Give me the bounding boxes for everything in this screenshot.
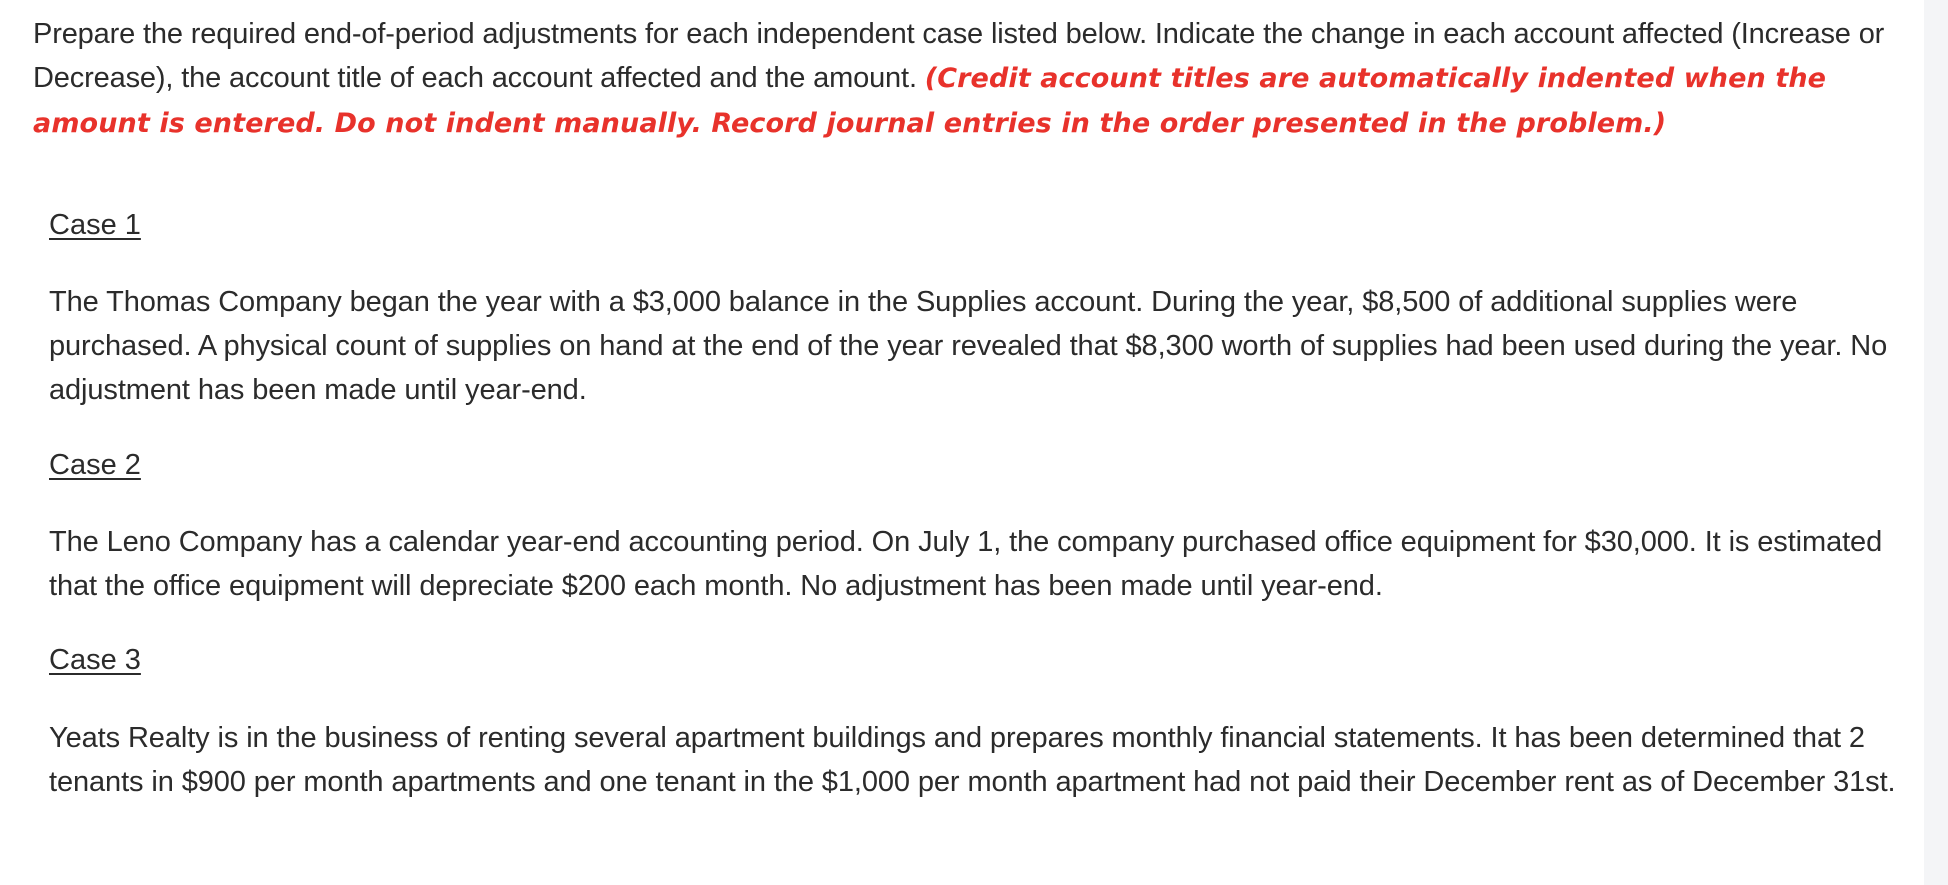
case-1-text: The Thomas Company began the year with a $3,000 balance in the Supplies account. During the year, $8,500 of additional supplies were purchased. A physical count of supplies on hand at the end of the year revealed that $8,300 worth of supplies had been used during the year. No adjustment has been made until year-end.: [49, 286, 1888, 406]
case-3-text: Yeats Realty is in the business of renting several apartment buildings and prepares monthly financial statements. It has been determined that 2 tenants in $900 per month apartments and one tenant in the $1,000 per month apartment had not paid their December rent as of December 31st.: [49, 722, 1896, 798]
case-3-title: Case 3: [49, 644, 141, 676]
instructions-note: (Credit account titles are automatically indented when the amount is entered. Do not indent manually. Record journal entries in the order presented in the problem.): [33, 63, 1827, 139]
case-2-text: The Leno Company has a calendar year-end accounting period. On July 1, the company purchased office equipment for $30,000. It is estimated that the office equipment will depreciate $200 each month. No adjustment has been made until year-end.: [49, 526, 1883, 602]
scroll-gutter: [1924, 0, 1948, 885]
case-1-title: Case 1: [49, 209, 141, 241]
instructions-text: Prepare the required end-of-period adjustments for each independent case listed below. Indicate the change in each account affected (Increase or Decrease), the account title of each account affected and the amount.: [33, 18, 1885, 94]
instructions: [33, 12, 1903, 146]
case-2-title: Case 2: [49, 449, 141, 481]
